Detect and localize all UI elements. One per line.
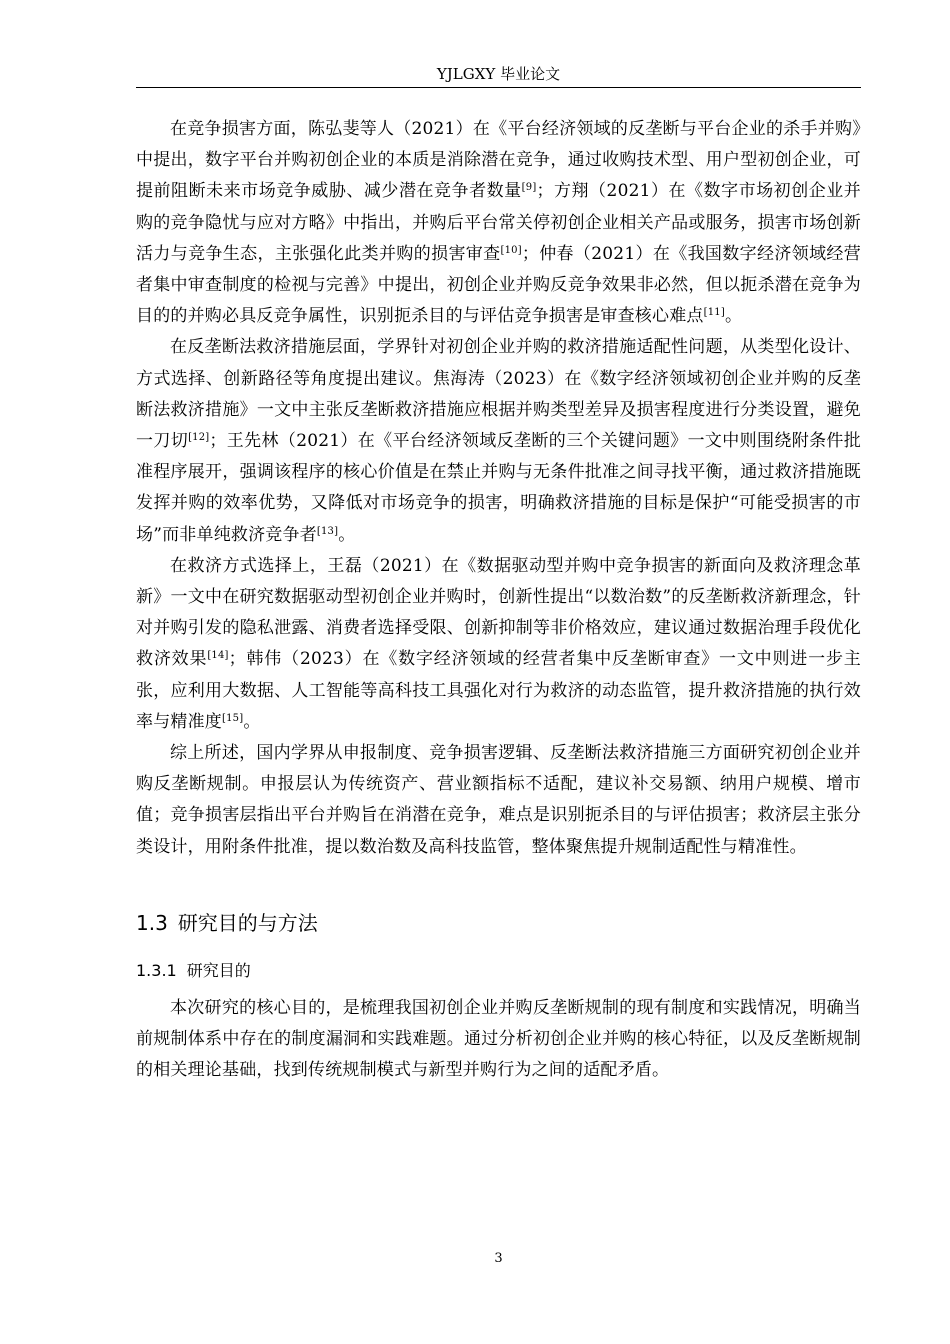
text-segment: 综上所述，国内学界从申报制度、竞争损害逻辑、反垄断法救济措施三方面研究初创企业并购反垄断规制。申报层认为传统资产、营业额指标不适配，建议补交易额、纳用户规模、增市值；竞争损害层指出平台并购旨在消潜在竞争，难点是识别扼杀目的与评估损害；救济层主张分类设计，用附条件批准，提以数治数及高科技监管，整体聚焦提升规制适配性与精准性。 [136, 743, 861, 857]
text-segment: 本次研究的核心目的，是梳理我国初创企业并购反垄断规制的现有制度和实践情况，明确当前规制体系中存在的制度漏洞和实践难题。通过分析初创企业并购的核心特征，以及反垄断规制的相关理论基础，找到传统规制模式与新型并购行为之间的适配矛盾。 [136, 997, 861, 1081]
page-number: 3 [494, 1251, 503, 1266]
subsection-heading [136, 957, 861, 985]
paragraph-summary [136, 738, 861, 863]
text-segment: 在救济方式选择上，王磊（2021）在《数据驱动型并购中竞争损害的新面向及救济理念革新》一文中在研究数据驱动型初创企业并购时，创新性提出“以数治数”的反垄断救济新理念，针对并购引发的隐私泄露、消费者选择受限、创新抑制等非价格效应，建议通过数据治理手段优化救济效果 [136, 555, 861, 670]
text-segment: 。 [243, 711, 261, 732]
paragraph-research-purpose [136, 993, 861, 1087]
citation-ref: [14] [207, 650, 229, 662]
citation-ref: [10] [500, 244, 522, 256]
text-segment: 。 [338, 524, 356, 545]
page-body [136, 114, 861, 1086]
citation-ref: [11] [703, 307, 725, 319]
text-segment: 在反垄断法救济措施层面，学界针对初创企业并购的救济措施适配性问题，从类型化设计、方式选择、创新路径等角度提出建议。焦海涛（2023）在《数字经济领域初创企业并购的反垄断法救济措施》一文中主张反垄断救济措施应根据并购类型差异及损害程度进行分类设置，避免一刀切 [136, 337, 861, 452]
paragraph-competitive-harm [136, 114, 861, 332]
paragraph-remedies [136, 332, 861, 550]
section-heading [136, 907, 861, 939]
text-segment: 在竞争损害方面，陈弘斐等人（2021）在《平台经济领域的反垄断与平台企业的杀手并购》中提出，数字平台并购初创企业的本质是消除潜在竞争，通过收购技术型、用户型初创企业，可提前阻断未来市场竞争威胁、减少潜在竞争者数量 [136, 119, 861, 202]
section-number: 1.3 [136, 910, 168, 935]
subsection-title: 研究目的 [186, 960, 251, 980]
citation-ref: [12] [188, 432, 210, 444]
text-segment: ；王先林（2021）在《平台经济领域反垄断的三个关键问题》一文中则围绕附条件批准程序展开，强调该程序的核心价值是在禁止并购与无条件批准之间寻找平衡，通过救济措施既发挥并购的效率优势，又降低对市场竞争的损害，明确救济措施的目标是保护“可能受损害的市场”而非单纯救济竞争者 [136, 431, 861, 545]
section-title: 研究目的与方法 [177, 910, 318, 935]
running-header: YJLGXY 毕业论文 [436, 65, 561, 83]
text-segment: ；仲春（2021）在《我国数字经济领域经营者集中审查制度的检视与完善》中提出，初创企业并购反竞争效果非必然，但以扼杀潜在竞争为目的的并购必具反竞争属性，识别扼杀目的与评估竞争损害是审查核心难点 [136, 243, 861, 327]
text-segment: ；韩伟（2023）在《数字经济领域的经营者集中反垄断审查》一文中则进一步主张，应利用大数据、人工智能等高科技工具强化对行为救济的动态监管，提升救济措施的执行效率与精准度 [136, 649, 861, 732]
citation-ref: [13] [316, 525, 339, 537]
text-segment: ；方翔（2021）在《数字市场初创企业并购的竞争隐忧与应对方略》中指出，并购后平台常关停初创企业相关产品或服务，损害市场创新活力与竞争生态，主张强化此类并购的损害审查 [136, 181, 861, 264]
citation-ref: [9] [521, 182, 537, 194]
header-rule [136, 87, 861, 88]
subsection-number: 1.3.1 [136, 960, 177, 980]
text-segment: 。 [724, 306, 743, 327]
citation-ref: [15] [222, 712, 244, 724]
paragraph-remedy-methods [136, 551, 861, 738]
